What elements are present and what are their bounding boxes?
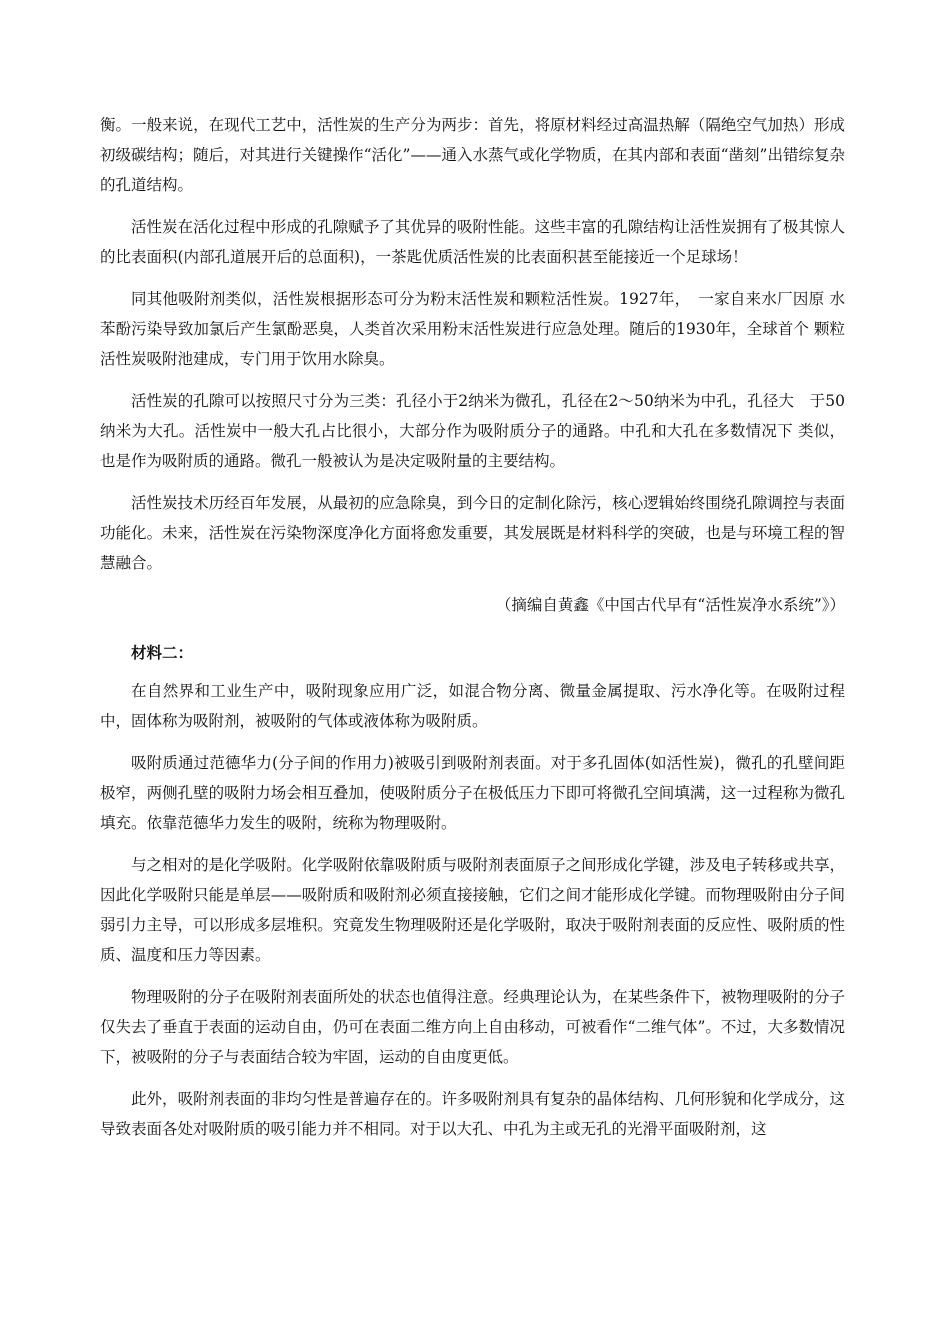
paragraph: 活性炭技术历经百年发展，从最初的应急除臭，到今日的定制化除污，核心逻辑始终围绕孔隙调控与表面功能化。未来，活性炭在污染物深度净化方面将愈发重要，其发展既是材料科学的突破，也是与环境工程的智慧融合。 — [100, 494, 845, 572]
paragraph: 同其他吸附剂类似，活性炭根据形态可分为粉末活性炭和颗粒活性炭。1927年， 一家自来水厂因原 水苯酚污染导致加氯后产生氯酚恶臭，人类首次采用粉末活性炭进行应急处理。随后的1930年，全球首个 颗粒活性炭吸附池建成，专门用于饮用水除臭。 — [100, 290, 845, 368]
paragraph: 与之相对的是化学吸附。化学吸附依靠吸附质与吸附剂表面原子之间形成化学键，涉及电子转移或共享，因此化学吸附只能是单层——吸附质和吸附剂必须直接接触，它们之间才能形成化学键。而物理吸附由分子间弱引力主导，可以形成多层堆积。究竟发生物理吸附还是化学吸附，取决于吸附剂表面的反应性、吸附质的性质、温度和压力等因素。 — [100, 856, 845, 964]
paragraph: 在自然界和工业生产中，吸附现象应用广泛，如混合物分离、微量金属提取、污水净化等。在吸附过程中，固体称为吸附剂，被吸附的气体或液体称为吸附质。 — [100, 682, 845, 730]
section-heading: 材料二： — [131, 643, 194, 662]
paragraph: 活性炭的孔隙可以按照尺寸分为三类：孔径小于2纳米为微孔，孔径在2～50纳米为中孔，孔径大 于50纳米为大孔。活性炭中一般大孔占比很小，大部分作为吸附质分子的通路。中孔和大孔在多数情况下 类似，也是作为吸附质的通路。微孔一般被认为是决定吸附量的主要结构。 — [100, 392, 845, 470]
paragraph: 此外，吸附剂表面的非均匀性是普遍存在的。许多吸附剂具有复杂的晶体结构、几何形貌和化学成分，这导致表面各处对吸附质的吸引能力并不相同。对于以大孔、中孔为主或无孔的光滑平面吸附剂，这 — [100, 1090, 845, 1138]
paragraph-continuation: 衡。一般来说，在现代工艺中，活性炭的生产分为两步：首先，将原材料经过高温热解（隔绝空气加热）形成初级碳结构；随后，对其进行关键操作“活化”——通入水蒸气或化学物质，在其内部和表面“凿刻”出错综复杂的孔道结构。 — [100, 116, 845, 194]
paragraph: 活性炭在活化过程中形成的孔隙赋予了其优异的吸附性能。这些丰富的孔隙结构让活性炭拥有了极其惊人的比表面积(内部孔道展开后的总面积)，一茶匙优质活性炭的比表面积甚至能接近一个足球场！ — [100, 218, 845, 266]
paragraph: 吸附质通过范德华力(分子间的作用力)被吸引到吸附剂表面。对于多孔固体(如活性炭)，微孔的孔壁间距极窄，两侧孔壁的吸附力场会相互叠加，使吸附质分子在极低压力下即可将微孔空间填满，这一过程称为微孔填充。依靠范德华力发生的吸附，统称为物理吸附。 — [100, 754, 845, 832]
source-citation: （摘编自黄鑫《中国古代早有“活性炭净水系统”》） — [495, 596, 845, 614]
document-body — [100, 110, 845, 1156]
paragraph: 物理吸附的分子在吸附剂表面所处的状态也值得注意。经典理论认为，在某些条件下，被物理吸附的分子仅失去了垂直于表面的运动自由，仍可在表面二维方向上自由移动，可被看作“二维气体”。不过，大多数情况下，被吸附的分子与表面结合较为牢固，运动的自由度更低。 — [100, 988, 845, 1066]
